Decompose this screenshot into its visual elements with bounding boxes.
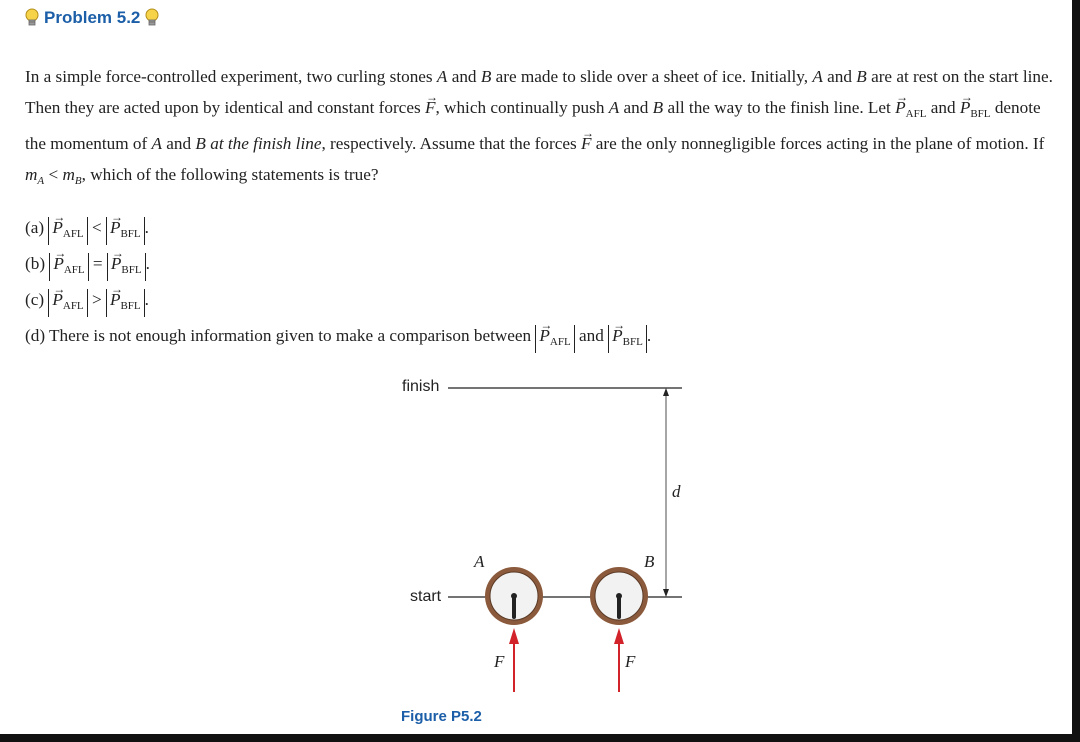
stone-a-label: A xyxy=(474,552,485,571)
force-a-label: F xyxy=(494,652,505,671)
curling-figure xyxy=(390,370,710,700)
figure-caption: Figure P5.2 xyxy=(401,708,482,725)
problem-title xyxy=(24,8,160,28)
start-label: start xyxy=(410,588,442,605)
force-b-label: F xyxy=(625,652,636,671)
problem-title-text: Problem 5.2 xyxy=(44,8,141,27)
option-c[interactable]: $(c) \to P_{AFL}$ > → $P_{BFL}$ . xyxy=(25,282,651,318)
lightbulb-icon xyxy=(24,8,40,28)
stone-b xyxy=(590,567,648,625)
distance-arrow-top xyxy=(663,388,669,396)
answer-options xyxy=(25,210,651,354)
finish-label: finish xyxy=(402,378,440,395)
stone-b-label: B xyxy=(644,552,655,571)
force-arrow-a xyxy=(509,628,519,692)
option-a[interactable]: $(a) \to P_{AFL}$ < → $P_{BFL}$ . xyxy=(25,210,651,246)
distance-label: d xyxy=(672,482,681,501)
force-arrow-b xyxy=(614,628,624,692)
option-d[interactable]: (d) There is not enough information given to make a comparison between → $P_{AFL}$ and → $P_{BFL}$ . xyxy=(25,318,651,354)
stone-a xyxy=(485,567,543,625)
lightbulb-icon xyxy=(144,8,160,28)
option-b[interactable]: $(b) \to P_{AFL}$ = → $P_{BFL}$ . xyxy=(25,246,651,282)
distance-arrow-bottom xyxy=(663,589,669,597)
curling-diagram xyxy=(390,370,710,700)
problem-statement: In a simple force-controlled experiment, two curling stones A and B are made to slide over a sheet of ice. Initially, A and B are at rest on the start line. Then they are acted upon by identical and constant forces → F, which continually push A and B all the way to the finish line. Let → $P_{AFL}$ and → $P_{BFL}$ denote the momentum of A and B at the finish line, respectively. Assume that the forces → F are the only nonnegligible forces acting in the plane of motion. If $m_A < m_B$, which of the following statements is true? xyxy=(25,62,1065,196)
